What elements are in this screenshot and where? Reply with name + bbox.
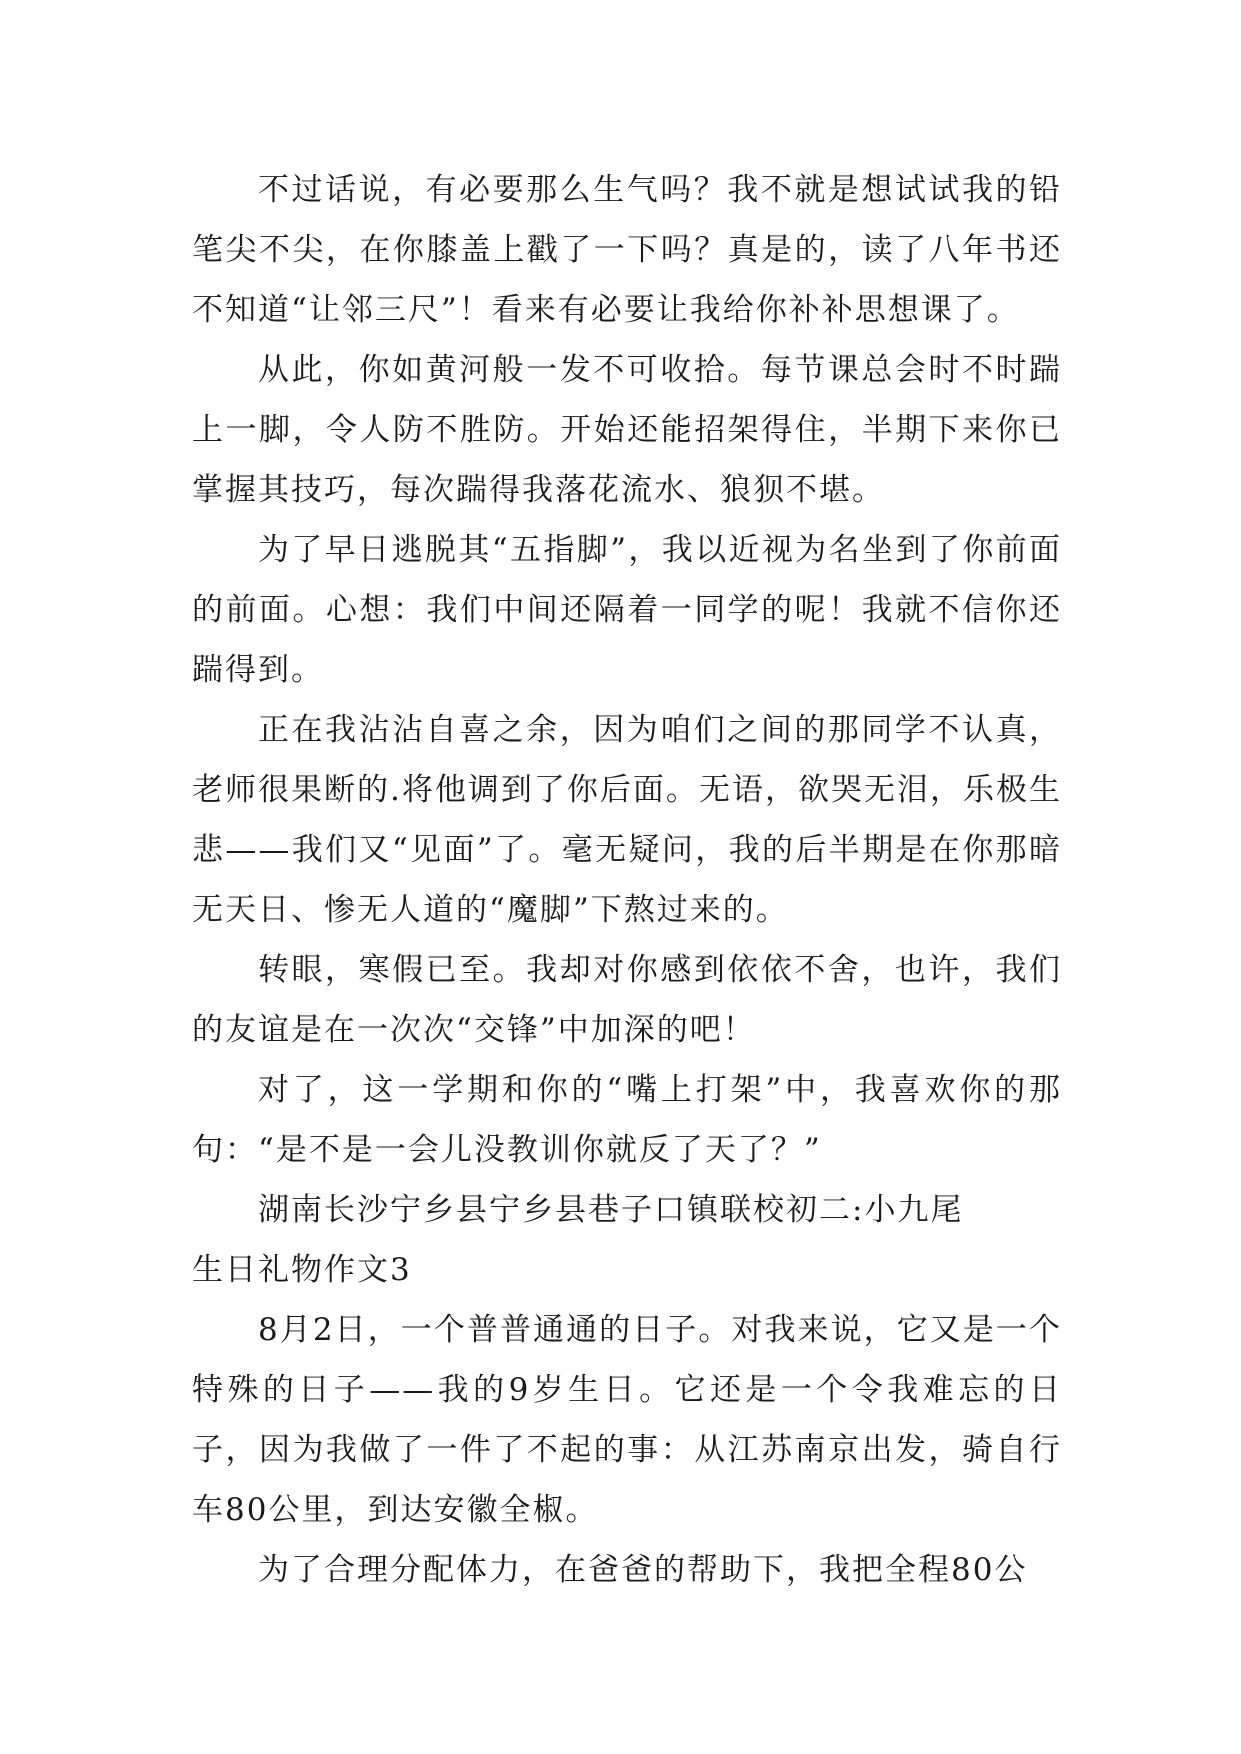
paragraph: 转眼，寒假已至。我却对你感到依依不舍，也许，我们的友谊是在一次次“交锋”中加深的吧！: [192, 952, 1062, 1048]
section-heading: 生日礼物作文3: [192, 1252, 412, 1288]
paragraph: 正在我沾沾自喜之余，因为咱们之间的那同学不认真，老师很果断的.将他调到了你后面。无语，欲哭无泪，乐极生悲——我们又“见面”了。毫无疑问，我的后半期是在你那暗无天日、惨无人道的“魔脚”下熬过来的。: [192, 712, 1062, 928]
paragraph: 从此，你如黄河般一发不可收拾。每节课总会时不时踹上一脚，令人防不胜防。开始还能招架得住，半期下来你已掌握其技巧，每次踹得我落花流水、狼狈不堪。: [192, 352, 1062, 508]
paragraph: 8月2日，一个普普通通的日子。对我来说，它又是一个特殊的日子——我的9岁生日。它还是一个令我难忘的日子，因为我做了一件了不起的事：从江苏南京出发，骑自行车80公里，到达安徽全椒。: [192, 1312, 1062, 1528]
document-body: [192, 160, 1062, 1600]
author-line: 湖南长沙宁乡县宁乡县巷子口镇联校初二:小九尾: [258, 1192, 964, 1228]
paragraph: 为了合理分配体力，在爸爸的帮助下，我把全程80公: [258, 1552, 1028, 1588]
paragraph: 对了，这一学期和你的“嘴上打架”中，我喜欢你的那句：“是不是一会儿没教训你就反了天了？”: [192, 1072, 1062, 1168]
paragraph: 不过话说，有必要那么生气吗？我不就是想试试我的铅笔尖不尖，在你膝盖上戳了一下吗？真是的，读了八年书还不知道“让邻三尺”！看来有必要让我给你补补思想课了。: [192, 172, 1062, 328]
paragraph: 为了早日逃脱其“五指脚”，我以近视为名坐到了你前面的前面。心想：我们中间还隔着一同学的呢！我就不信你还踹得到。: [192, 532, 1062, 688]
